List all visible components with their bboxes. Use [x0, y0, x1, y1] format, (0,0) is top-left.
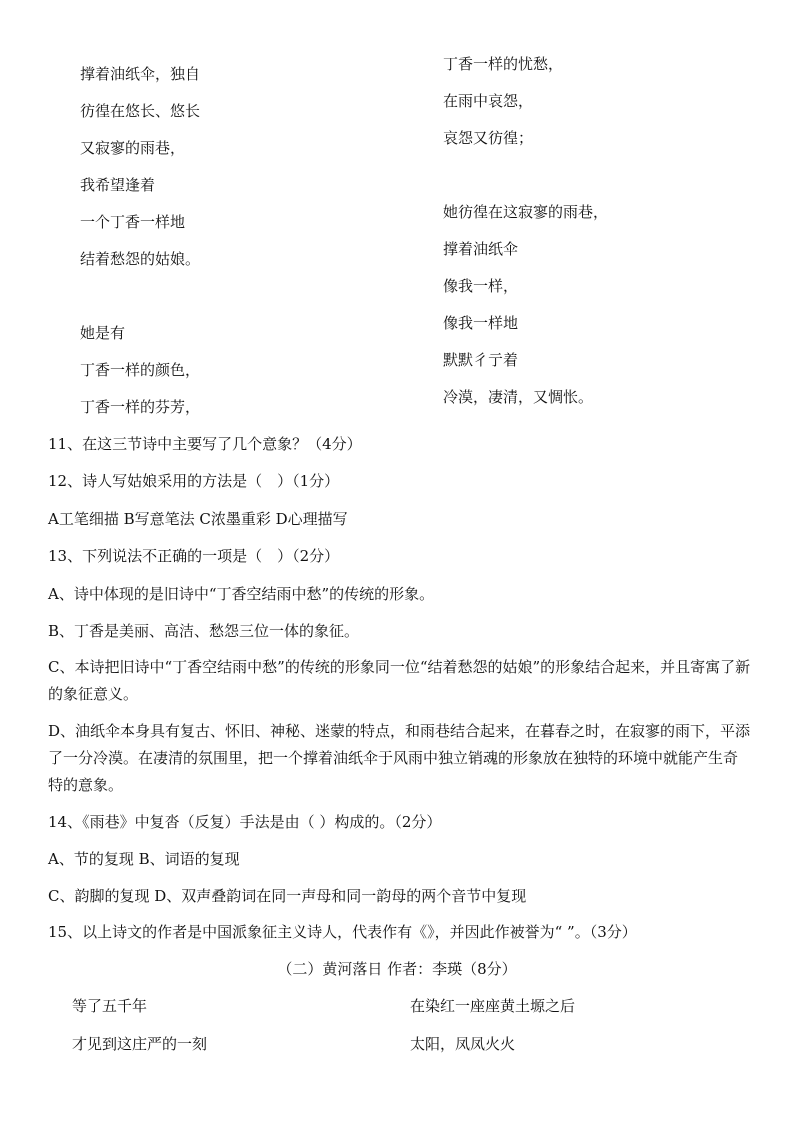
question-14: 14、《雨巷》中复沓（反复）手法是由（ ）构成的。（2分）: [48, 813, 442, 831]
question-12-options: A工笔细描 B写意笔法 C浓墨重彩 D心理描写: [48, 510, 348, 528]
poem-right-line: 像我一样，: [443, 277, 519, 295]
poem-right-line: 冷漠，凄清，又惆怅。: [443, 388, 594, 406]
question-11: 11、在这三节诗中主要写了几个意象？（4分）: [48, 435, 362, 453]
question-13-option-c: C、本诗把旧诗中“丁香空结雨中愁”的传统的形象同一位“结着愁怨的姑娘”的形象结合起来，并且寄寓了新的象征意义。: [48, 658, 751, 703]
poem-left-line: 她是有: [80, 324, 126, 342]
poem-right-line: 像我一样地: [443, 314, 519, 332]
poem-left-line: 丁香一样的芬芳，: [80, 398, 201, 416]
question-15: 15、以上诗文的作者是中国派象征主义诗人，代表作有《》，并因此作被誉为“ ”。（3分）: [48, 923, 637, 941]
question-13: 13、下列说法不正确的一项是（ ）（2分）: [48, 547, 340, 565]
poem-left-line: 我希望逢着: [80, 176, 156, 194]
poem-right-line: 丁香一样的忧愁，: [443, 55, 564, 73]
poem-left-line: 结着愁怨的姑娘。: [80, 250, 201, 268]
section-title: （二）黄河落日 作者：李瑛（8分）: [277, 960, 517, 978]
poem2-right-line: 在染红一座座黄土塬之后: [410, 997, 576, 1015]
poem-left-line: 彷徨在悠长、悠长: [80, 102, 201, 120]
question-13-option-d: D、油纸伞本身具有复古、怀旧、神秘、迷蒙的特点，和雨巷结合起来，在暮春之时，在寂寥的雨下，平添了一分冷漠。在凄清的氛围里，把一个撑着油纸伞于风雨中独立销魂的形象放在独特的环境中就能产生奇特的意象。: [48, 722, 751, 794]
question-13-option-b: B、丁香是美丽、高洁、愁怨三位一体的象征。: [48, 622, 360, 640]
question-14-options-cd: C、韵脚的复现 D、双声叠韵词在同一声母和同一韵母的两个音节中复现: [48, 887, 527, 905]
poem2-left-line: 等了五千年: [72, 997, 148, 1015]
poem-left-line: 又寂寥的雨巷，: [80, 139, 186, 157]
poem-left-line: 一个丁香一样地: [80, 213, 186, 231]
poem-right-line: 在雨中哀怨，: [443, 92, 534, 110]
poem-right-line: 撑着油纸伞: [443, 240, 519, 258]
poem-right-line: 默默彳亍着: [443, 351, 519, 369]
poem2-right-line: 太阳，凤凤火火: [410, 1035, 516, 1053]
poem-left-line: 丁香一样的颜色，: [80, 361, 201, 379]
question-13-option-a: A、诗中体现的是旧诗中“丁香空结雨中愁”的传统的形象。: [48, 585, 435, 603]
poem-right-line: 哀怨又彷徨；: [443, 129, 534, 147]
question-14-options-ab: A、节的复现 B、词语的复现: [48, 850, 240, 868]
poem-left-line: 撑着油纸伞，独自: [80, 65, 201, 83]
poem2-left-line: 才见到这庄严的一刻: [72, 1035, 208, 1053]
poem-right-line: 她彷徨在这寂寥的雨巷，: [443, 203, 609, 221]
question-12: 12、诗人写姑娘采用的方法是（ ）（1分）: [48, 472, 340, 490]
